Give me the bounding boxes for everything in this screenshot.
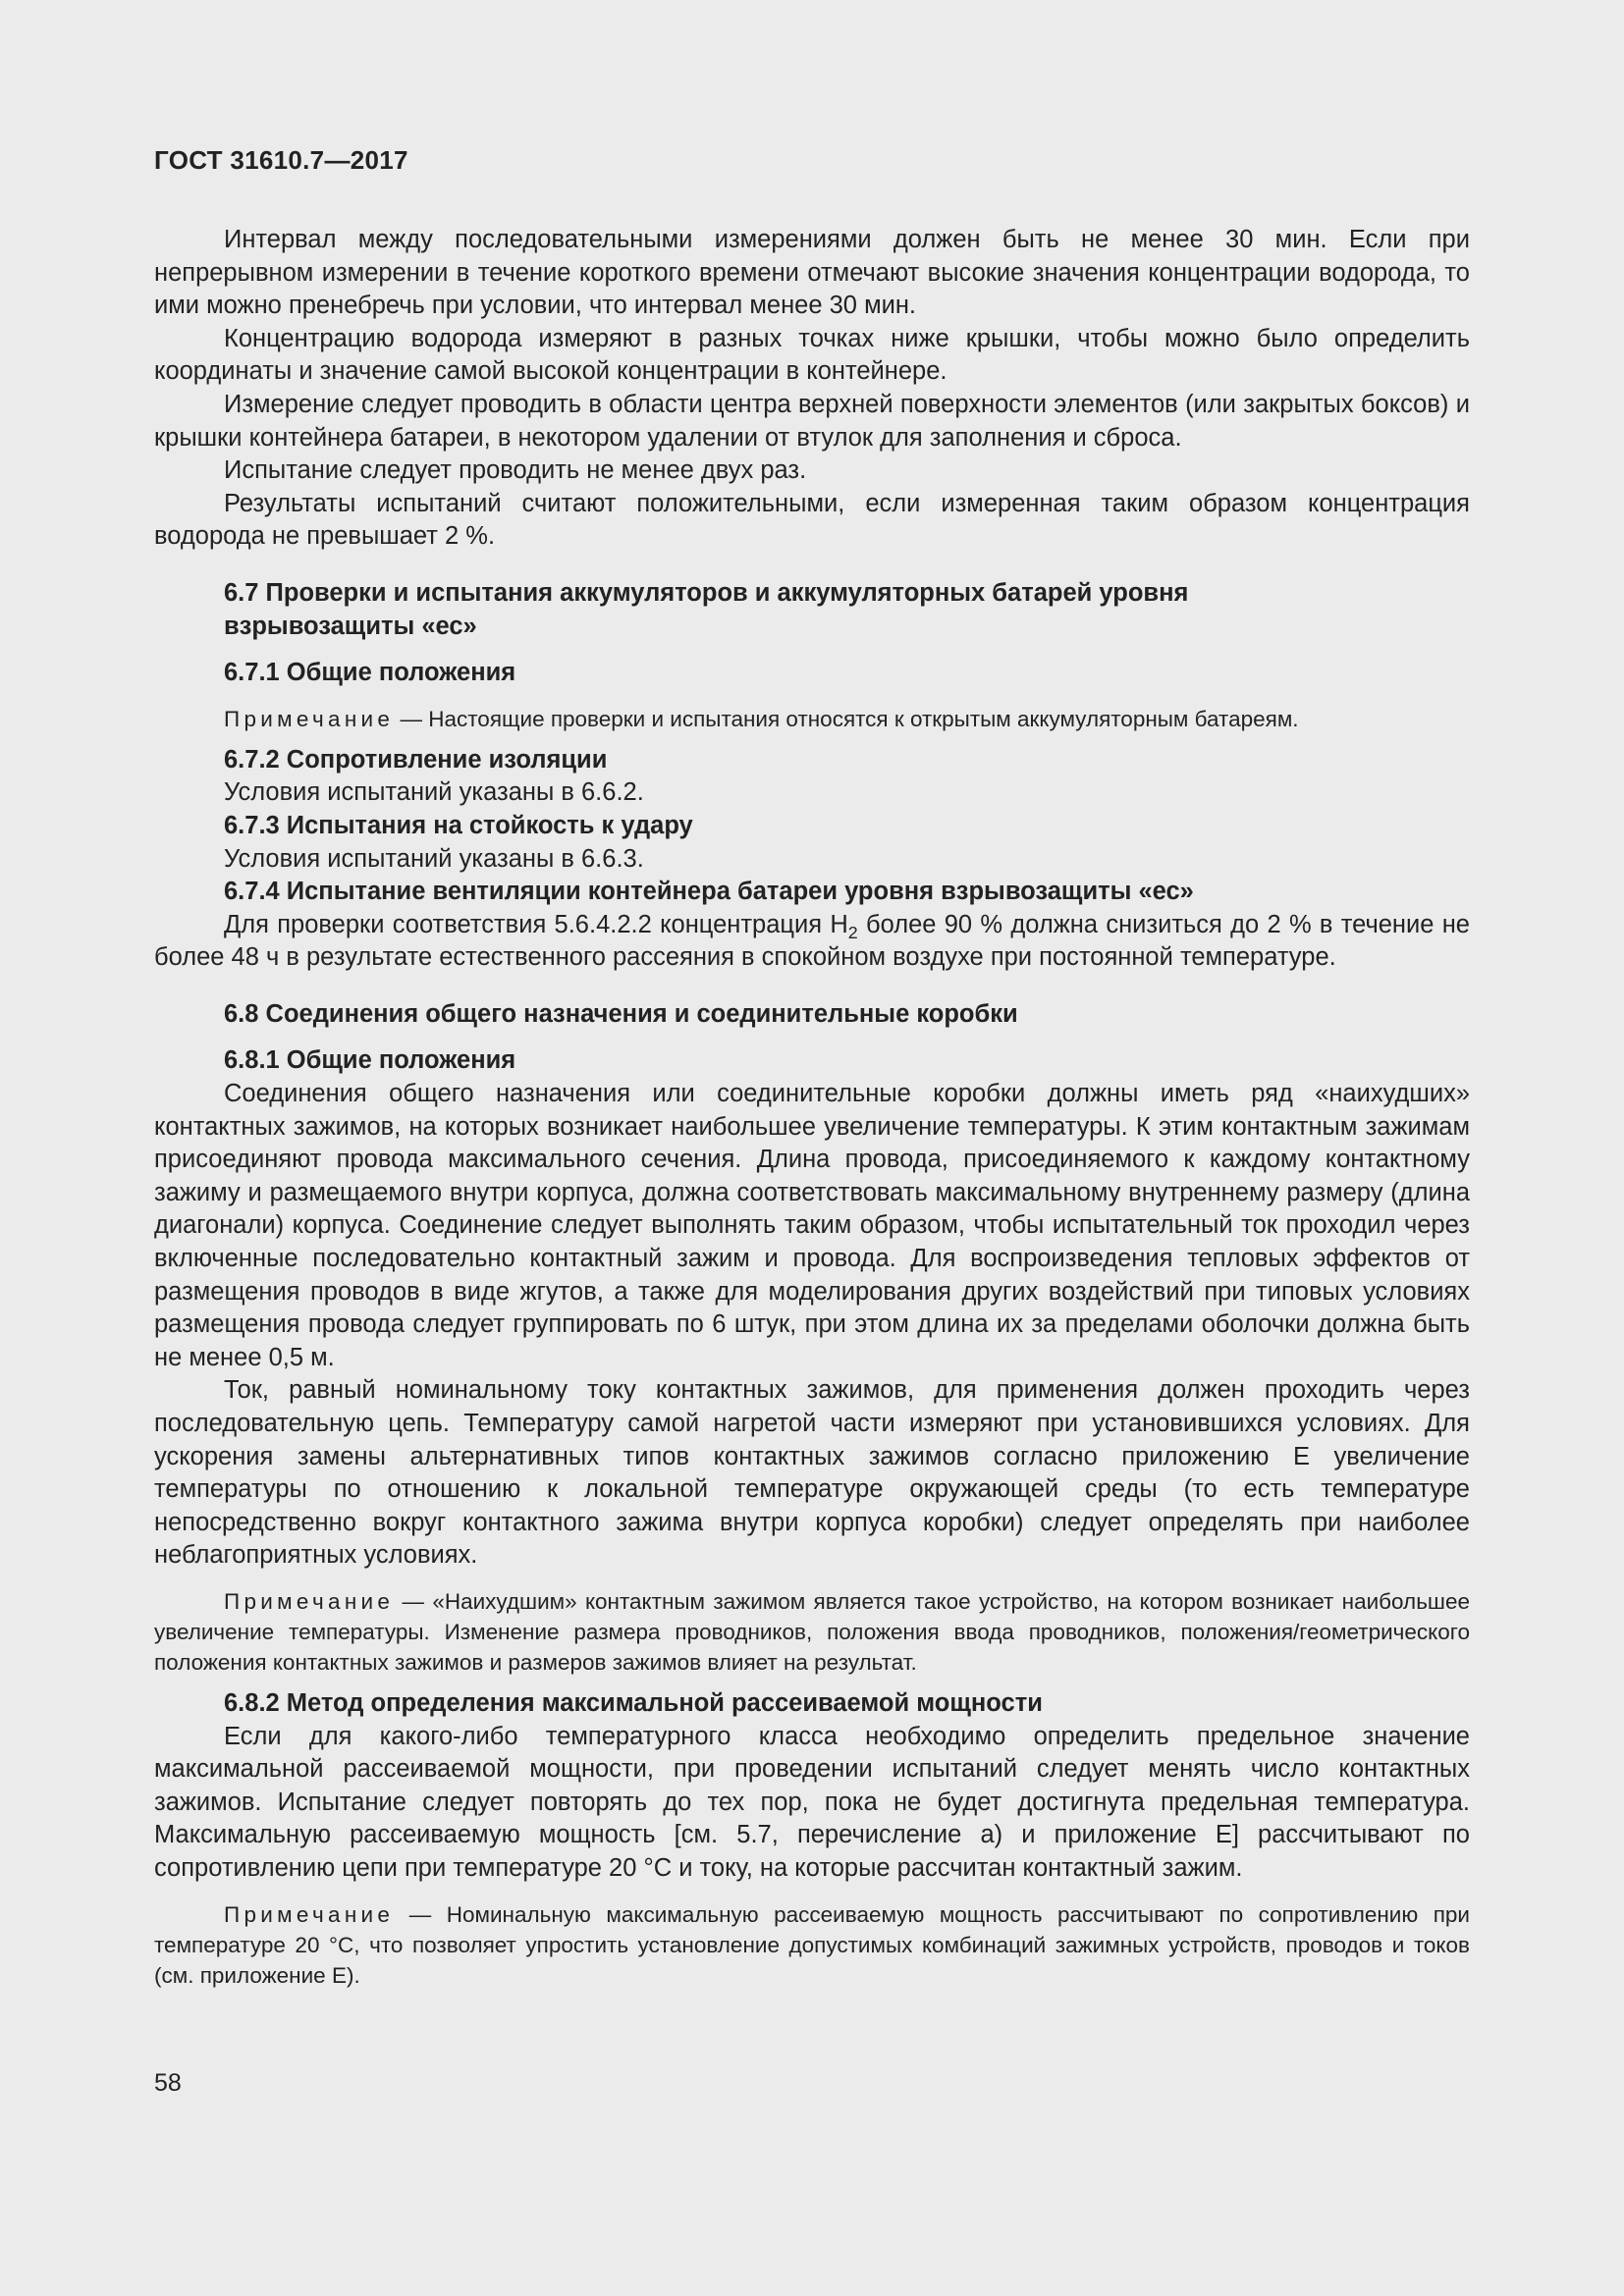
subscript: 2 — [847, 922, 858, 942]
paragraph: Условия испытаний указаны в 6.6.3. — [224, 844, 644, 873]
subsection-heading-6-7-4: 6.7.4 Испытание вентиляции контейнера батареи уровня взрывозащиты «ес» — [224, 878, 1194, 906]
note-label: Примечание — [224, 706, 395, 731]
paragraph: Если для какого-либо температурного класса необходимо определить предельное значение максимальной рассеиваемой мощности, при проведении испытаний следует менять число контактных зажимов. Испытание следует повторять до тех пор, пока не будет достигнута предельная температура. Максимальную рассеиваемую мощность [см. 5.7, перечисление а) и приложение Е] рассчитывают по сопротивлению цепи при температуре 20 °С и току, на которые рассчитан контактный зажим. — [154, 1722, 1470, 1882]
subsection-heading-6-7-3: 6.7.3 Испытания на стойкость к удару — [224, 811, 693, 839]
paragraph-text: более 90 % должна снизиться до 2 % в течение не более 48 ч в результате естественного рассеяния в спокойном воздухе при постоянной температуре. — [154, 910, 1470, 972]
paragraph: Соединения общего назначения или соединительные коробки должны иметь ряд «наихудших» контактных зажимов, на которых возникает наибольшее увеличение температуры. К этим контактным зажимам присоединяют провода максимального сечения. Длина провода, присоединяемого к каждому контактному зажиму и размещаемого внутри корпуса, должна соответствовать максимальному внутреннему размеру (длина диагонали) корпуса. Соединение следует выполнять таким образом, чтобы испытательный ток проходил через включенные последовательно контактный зажим и провода. Для воспроизведения тепловых эффектов от размещения проводов в виде жгутов, а также для моделирования других воздействий при типовых условиях размещения провода следует группировать по 6 штук, при этом длина их за пределами оболочки должна быть не менее 0,5 м. — [154, 1080, 1470, 1371]
note-label: Примечание — [224, 1901, 395, 1927]
paragraph: Измерение следует проводить в области центра верхней поверхности элементов (или закрытых боксов) и крышки контейнера батареи, в некотором удалении от втулок для заполнения и сброса. — [154, 390, 1470, 452]
page-number: 58 — [154, 2069, 182, 2097]
document-body — [154, 224, 1470, 1991]
paragraph: Результаты испытаний считают положительными, если измеренная таким образом концентрация водорода не превышает 2 %. — [154, 489, 1470, 551]
note-label: Примечание — [224, 1588, 395, 1614]
document-header: ГОСТ 31610.7—2017 — [154, 145, 408, 175]
paragraph: Испытание следует проводить не менее двух раз. — [224, 456, 807, 485]
paragraph — [154, 909, 1470, 975]
subsection-heading-6-7-2: 6.7.2 Сопротивление изоляции — [224, 745, 608, 774]
paragraph: Условия испытаний указаны в 6.6.2. — [224, 778, 644, 807]
section-heading-6-8: 6.8 Соединения общего назначения и соединительные коробки — [224, 999, 1018, 1028]
subsection-heading-6-8-2: 6.8.2 Метод определения максимальной рассеиваемой мощности — [224, 1688, 1043, 1717]
paragraph: Концентрацию водорода измеряют в разных точках ниже крышки, чтобы можно было определить координаты и значение самой высокой концентрации в контейнере. — [154, 324, 1470, 386]
paragraph: Интервал между последовательными измерениями должен быть не менее 30 мин. Если при непрерывном измерении в течение короткого времени отмечают высокие значения концентрации водорода, то ими можно пренебречь при условии, что интервал менее 30 мин. — [154, 226, 1470, 320]
note-text: — Номинальную максимальную рассеиваемую мощность рассчитывают по сопротивлению при температуре 20 °С, что позволяет упростить установление допустимых комбинаций зажимных устройств, проводов и токов (см. приложение Е). — [154, 1901, 1470, 1988]
subsection-heading-6-8-1: 6.8.1 Общие положения — [224, 1046, 516, 1075]
section-heading-6-7: 6.7 Проверки и испытания аккумуляторов и аккумуляторных батарей уровня взрывозащиты «ес» — [224, 578, 1189, 640]
paragraph: Ток, равный номинальному току контактных зажимов, для применения должен проходить через последовательную цепь. Температуру самой нагретой части измеряют при установившихся условиях. Для ускорения замены альтернативных типов контактных зажимов согласно приложению Е увеличение температуры по отношению к локальной температуре окружающей среды (то есть температуре непосредственно вокруг контактного зажима внутри корпуса коробки) следует определять при наиболее неблагоприятных условиях. — [154, 1376, 1470, 1570]
note-text: — Настоящие проверки и испытания относятся к открытым аккумуляторным батареям. — [394, 706, 1299, 731]
note-text: — «Наихудшим» контактным зажимом является такое устройство, на котором возникает наибольшее увеличение температуры. Изменение размера проводников, положения ввода проводников, положения/геометрического положения контактных зажимов и размеров зажимов влияет на результат. — [154, 1588, 1470, 1675]
note — [154, 1899, 1470, 1991]
note — [154, 1586, 1470, 1678]
paragraph-text: Для проверки соответствия 5.6.4.2.2 концентрация H — [224, 910, 848, 938]
subsection-heading-6-7-1: 6.7.1 Общие положения — [224, 659, 516, 687]
note — [154, 704, 1470, 734]
